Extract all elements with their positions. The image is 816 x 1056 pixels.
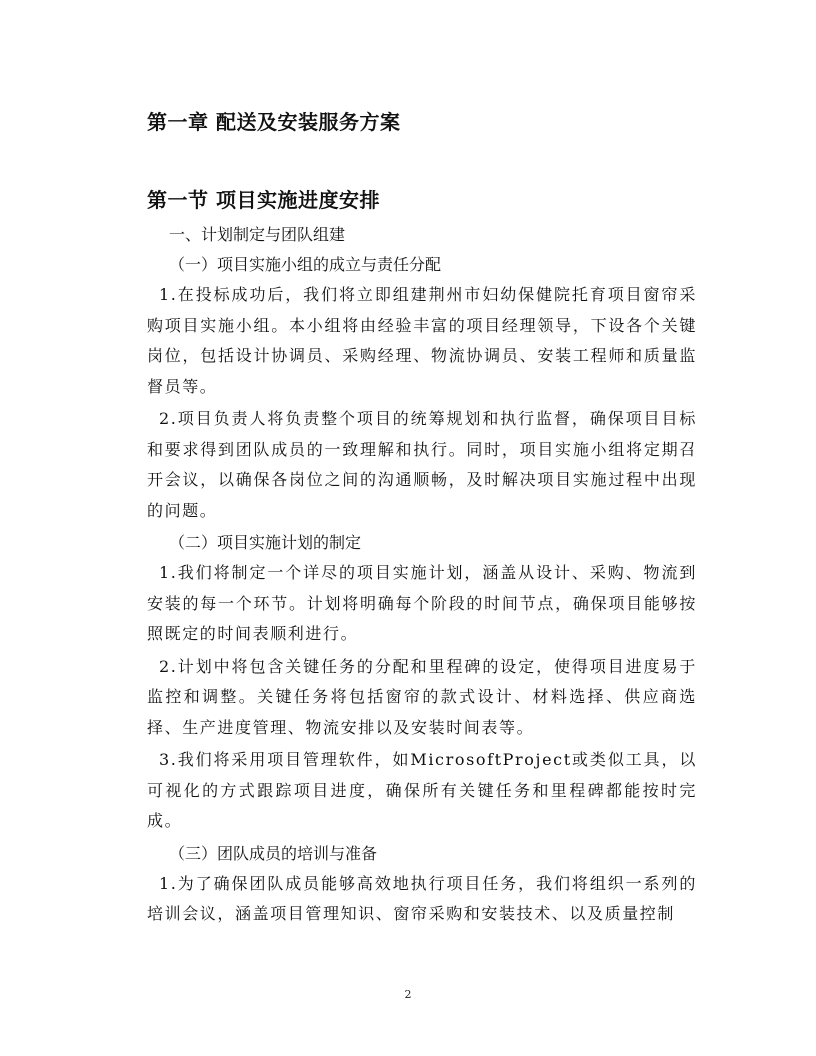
subsection-title: （二）项目实施计划的制定	[169, 533, 362, 552]
paragraph	[147, 745, 697, 837]
paragraph	[147, 558, 697, 650]
heading-level-1: 一、计划制定与团队组建	[169, 225, 346, 244]
paragraph-text: 1.为了确保团队成员能够高效地执行项目任务，我们将组织一系列的培训会议，涵盖项目管理知识、窗帘采购和安装技术、以及质量控制	[147, 873, 697, 923]
paragraph-text: 2.计划中将包含关键任务的分配和里程碑的设定，使得项目进度易于监控和调整。关键任务将包括窗帘的款式设计、材料选择、供应商选择、生产进度管理、物流安排以及安装时间表等。	[147, 656, 697, 737]
paragraph	[147, 652, 697, 744]
chapter-title: 第一章 配送及安装服务方案	[147, 110, 401, 134]
subsection-title: （一）项目实施小组的成立与责任分配	[169, 255, 442, 274]
paragraph-text: 1.在投标成功后，我们将立即组建荆州市妇幼保健院托育项目窗帘采购项目实施小组。本小组将由经验丰富的项目经理领导，下设各个关键岗位，包括设计协调员、采购经理、物流协调员、安装工程师和质量监督员等。	[147, 285, 697, 396]
section-title: 第一节 项目实施进度安排	[147, 188, 380, 212]
paragraph-text: 2.项目负责人将负责整个项目的统筹规划和执行监督，确保项目目标和要求得到团队成员的一致理解和执行。同时，项目实施小组将定期召开会议，以确保各岗位之间的沟通顺畅，及时解决项目实施过程中出现的问题。	[147, 409, 697, 520]
paragraph	[147, 869, 697, 930]
paragraph	[147, 404, 697, 526]
paragraph	[147, 280, 697, 402]
paragraph-text: 3.我们将采用项目管理软件，如MicrosoftProject或类似工具，以可视化的方式跟踪项目进度，确保所有关键任务和里程碑都能按时完成。	[147, 750, 697, 830]
page-body	[147, 108, 697, 932]
paragraph-text: 1.我们将制定一个详尽的项目实施计划，涵盖从设计、采购、物流到安装的每一个环节。计划将明确每个阶段的时间节点，确保项目能够按照既定的时间表顺利进行。	[147, 563, 697, 643]
page-number: 2	[404, 988, 412, 1001]
subsection-title: （三）团队成员的培训与准备	[169, 843, 378, 863]
